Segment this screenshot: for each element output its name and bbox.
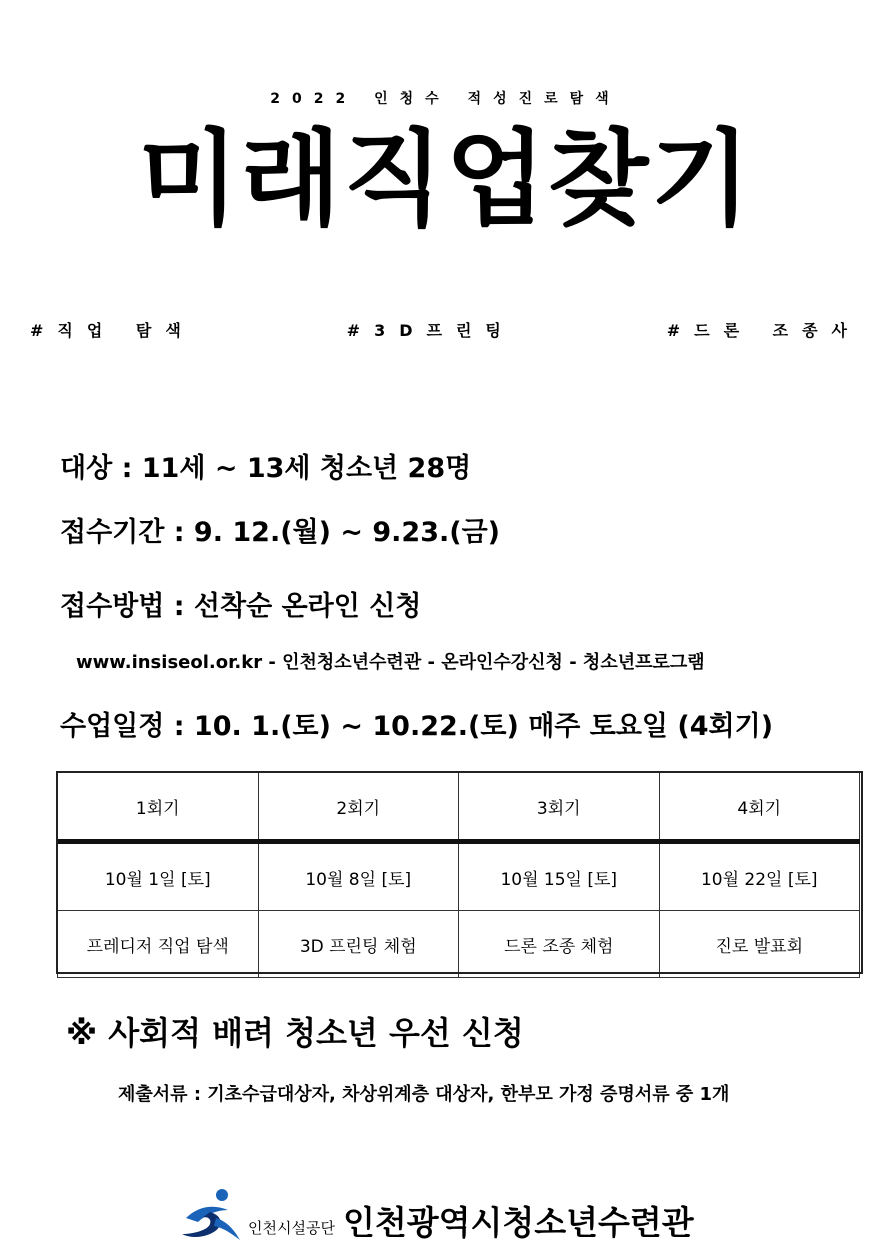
table-row	[58, 911, 860, 978]
application-url[interactable]: www.insiseol.or.kr - 인천청소년수련관 - 온라인수강신청 - 청소년프로그램	[76, 652, 705, 673]
hashtag-row	[0, 318, 891, 341]
program-subtitle: 2022 인청수 적성진로탐색	[270, 91, 621, 107]
method-line: 접수방법 : 선착순 온라인 신청	[60, 591, 422, 622]
required-documents: 제출서류 : 기초수급대상자, 차상위계층 대상자, 한부모 가정 증명서류 중 1개	[118, 1084, 730, 1105]
date-cell: 10월 8일 [토]	[258, 842, 459, 911]
hashtag: #3D프린팅	[346, 321, 515, 340]
program-cell: 3D 프린팅 체험	[258, 911, 459, 978]
hashtag: #드론 조종사	[666, 321, 861, 340]
schedule-line: 수업일정 : 10. 1.(토) ~ 10.22.(토) 매주 토요일 (4회기)	[60, 711, 774, 742]
footer-logo	[180, 1188, 694, 1244]
org-name-large: 인천광역시청소년수련관	[342, 1203, 694, 1242]
program-cell: 드론 조종 체험	[459, 911, 660, 978]
table-row	[58, 773, 860, 842]
date-cell: 10월 15일 [토]	[459, 842, 660, 911]
program-cell: 프레디저 직업 탐색	[58, 911, 259, 978]
period-line: 접수기간 : 9. 12.(월) ~ 9.23.(금)	[60, 517, 501, 548]
session-header: 4회기	[659, 773, 860, 842]
runner-logo-icon	[180, 1188, 242, 1244]
hashtag: #직업 탐색	[30, 321, 195, 340]
program-cell: 진로 발표회	[659, 911, 860, 978]
main-title: 미래직업찾기	[138, 118, 753, 240]
date-cell: 10월 22일 [토]	[659, 842, 860, 911]
session-header: 1회기	[58, 773, 259, 842]
org-name-small: 인천시설공단	[248, 1219, 335, 1237]
priority-notice: ※ 사회적 배려 청소년 우선 신청	[66, 1014, 524, 1052]
session-header: 3회기	[459, 773, 660, 842]
schedule-table	[57, 772, 860, 978]
table-row	[58, 842, 860, 911]
session-header: 2회기	[258, 773, 459, 842]
target-line: 대상 : 11세 ~ 13세 청소년 28명	[60, 453, 472, 484]
date-cell: 10월 1일 [토]	[58, 842, 259, 911]
